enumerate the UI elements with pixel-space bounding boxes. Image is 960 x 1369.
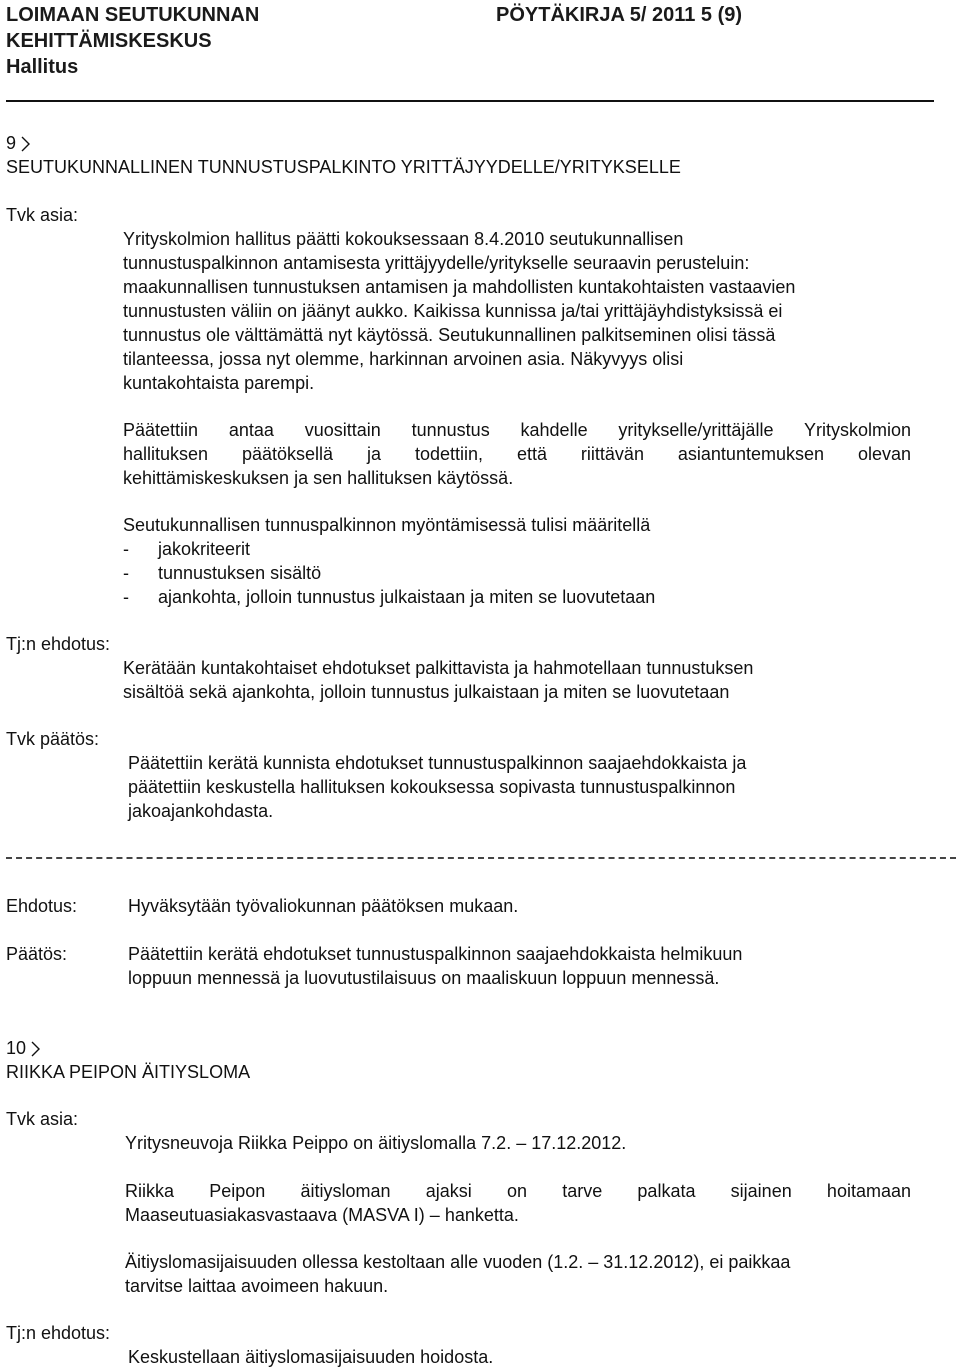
list-bullet: - bbox=[123, 539, 129, 559]
para-line: jakoajankohdasta. bbox=[128, 801, 274, 821]
list-bullet: - bbox=[123, 563, 129, 583]
para-line: tarvitse laittaa avoimeen hakuun. bbox=[125, 1276, 389, 1296]
para-line: tunnustusten väliin on jäänyt aukko. Kaikissa kunnissa ja/tai yrittäjäyhdistyksissä ei bbox=[123, 301, 783, 321]
list-bullet: - bbox=[123, 587, 129, 607]
section-sign-icon bbox=[20, 136, 30, 152]
para-line: päätettiin keskustella hallituksen kokouksessa sopivasta tunnustuspalkinnon bbox=[128, 777, 736, 797]
tj-ehdotus-label: Tj:n ehdotus: bbox=[6, 634, 111, 654]
org-body: Hallitus bbox=[6, 56, 79, 78]
para-line: maakunnallisen tunnustuksen antamisen ja mahdollisten kuntakohtaisten vastaavien bbox=[123, 277, 796, 297]
para-line: Keskustellaan äitiyslomasijaisuuden hoidosta. bbox=[128, 1347, 494, 1367]
para-line: tilanteessa, jossa nyt olemme, harkinnan arvoinen asia. Näkyvyys olisi bbox=[123, 349, 684, 369]
para-line: sisältöä sekä ajankohta, jolloin tunnustus julkaistaan ja miten se luovutetaan bbox=[123, 682, 730, 702]
tvk-asia-label: Tvk asia: bbox=[6, 205, 79, 225]
para-line: Kerätään kuntakohtaiset ehdotukset palkittavista ja hahmotellaan tunnustuksen bbox=[123, 658, 754, 678]
para-line: kuntakohtaista parempi. bbox=[123, 373, 315, 393]
tvk-paatos-label: Tvk päätös: bbox=[6, 729, 100, 749]
para-line: tunnustus ole välttämättä nyt käytössä. Seutukunnallinen palkitseminen olisi tässä bbox=[123, 325, 776, 345]
para-line: Päätettiin kerätä kunnista ehdotukset tunnustuspalkinnon saajaehdokkaista ja bbox=[128, 753, 747, 773]
para-line: Yrityskolmion hallitus päätti kokouksessaan 8.4.2010 seutukunnallisen bbox=[123, 229, 684, 249]
tj-ehdotus-label: Tj:n ehdotus: bbox=[6, 1323, 111, 1343]
item-title: RIIKKA PEIPON ÄITIYSLOMA bbox=[6, 1062, 251, 1082]
header-divider bbox=[6, 100, 934, 102]
para-line: Päätettiin kerätä ehdotukset tunnustuspalkinnon saajaehdokkaista helmikuun bbox=[128, 944, 743, 964]
para-line: hallituksen päätöksellä ja todettiin, että riittävän asiantuntemuksen olevan bbox=[123, 444, 911, 464]
org-name-line1: LOIMAAN SEUTUKUNNAN bbox=[6, 4, 260, 26]
paatos-label: Päätös: bbox=[6, 944, 68, 964]
item-number-text: 10 bbox=[6, 1038, 27, 1058]
para-line: Äitiyslomasijaisuuden ollessa kestoltaan alle vuoden (1.2. – 31.12.2012), ei paikkaa bbox=[125, 1252, 791, 1272]
para-line: kehittämiskeskuksen ja sen hallituksen käytössä. bbox=[123, 468, 514, 488]
protocol-number: PÖYTÄKIRJA 5/ 2011 5 (9) bbox=[496, 4, 743, 26]
tvk-asia-label: Tvk asia: bbox=[6, 1109, 79, 1129]
ehdotus-label: Ehdotus: bbox=[6, 896, 78, 916]
para-line: Seutukunnallisen tunnuspalkinnon myöntämisessä tulisi määritellä bbox=[123, 515, 651, 535]
para-line: tunnustuspalkinnon antamisesta yrittäjyydelle/yritykselle seuraavin perusteluin: bbox=[123, 253, 750, 273]
list-item: jakokriteerit bbox=[158, 539, 251, 559]
para-line: Päätettiin antaa vuosittain tunnustus kahdelle yritykselle/yrittäjälle Yrityskolmion bbox=[123, 420, 911, 440]
item-number bbox=[6, 131, 30, 155]
list-item: tunnustuksen sisältö bbox=[158, 563, 322, 583]
org-name-line2: KEHITTÄMISKESKUS bbox=[6, 30, 212, 52]
para-line: Yritysneuvoja Riikka Peippo on äitiyslomalla 7.2. – 17.12.2012. bbox=[125, 1133, 627, 1153]
ehdotus-text: Hyväksytään työvaliokunnan päätöksen mukaan. bbox=[128, 896, 519, 916]
para-line: loppuun mennessä ja luovutustilaisuus on maaliskuun loppuun mennessä. bbox=[128, 968, 720, 988]
para-line: Maaseutuasiakasvastaava (MASVA I) – hanketta. bbox=[125, 1205, 519, 1225]
section-sign-icon bbox=[30, 1041, 40, 1057]
item-number bbox=[6, 1036, 40, 1060]
list-item: ajankohta, jolloin tunnustus julkaistaan ja miten se luovutetaan bbox=[158, 587, 656, 607]
para-line: Riikka Peipon äitiysloman ajaksi on tarve palkata sijainen hoitamaan bbox=[125, 1181, 911, 1201]
item-title: SEUTUKUNNALLINEN TUNNUSTUSPALKINTO YRITTÄJYYDELLE/YRITYKSELLE bbox=[6, 157, 681, 177]
item-number-text: 9 bbox=[6, 133, 17, 153]
dashed-divider bbox=[6, 857, 956, 859]
